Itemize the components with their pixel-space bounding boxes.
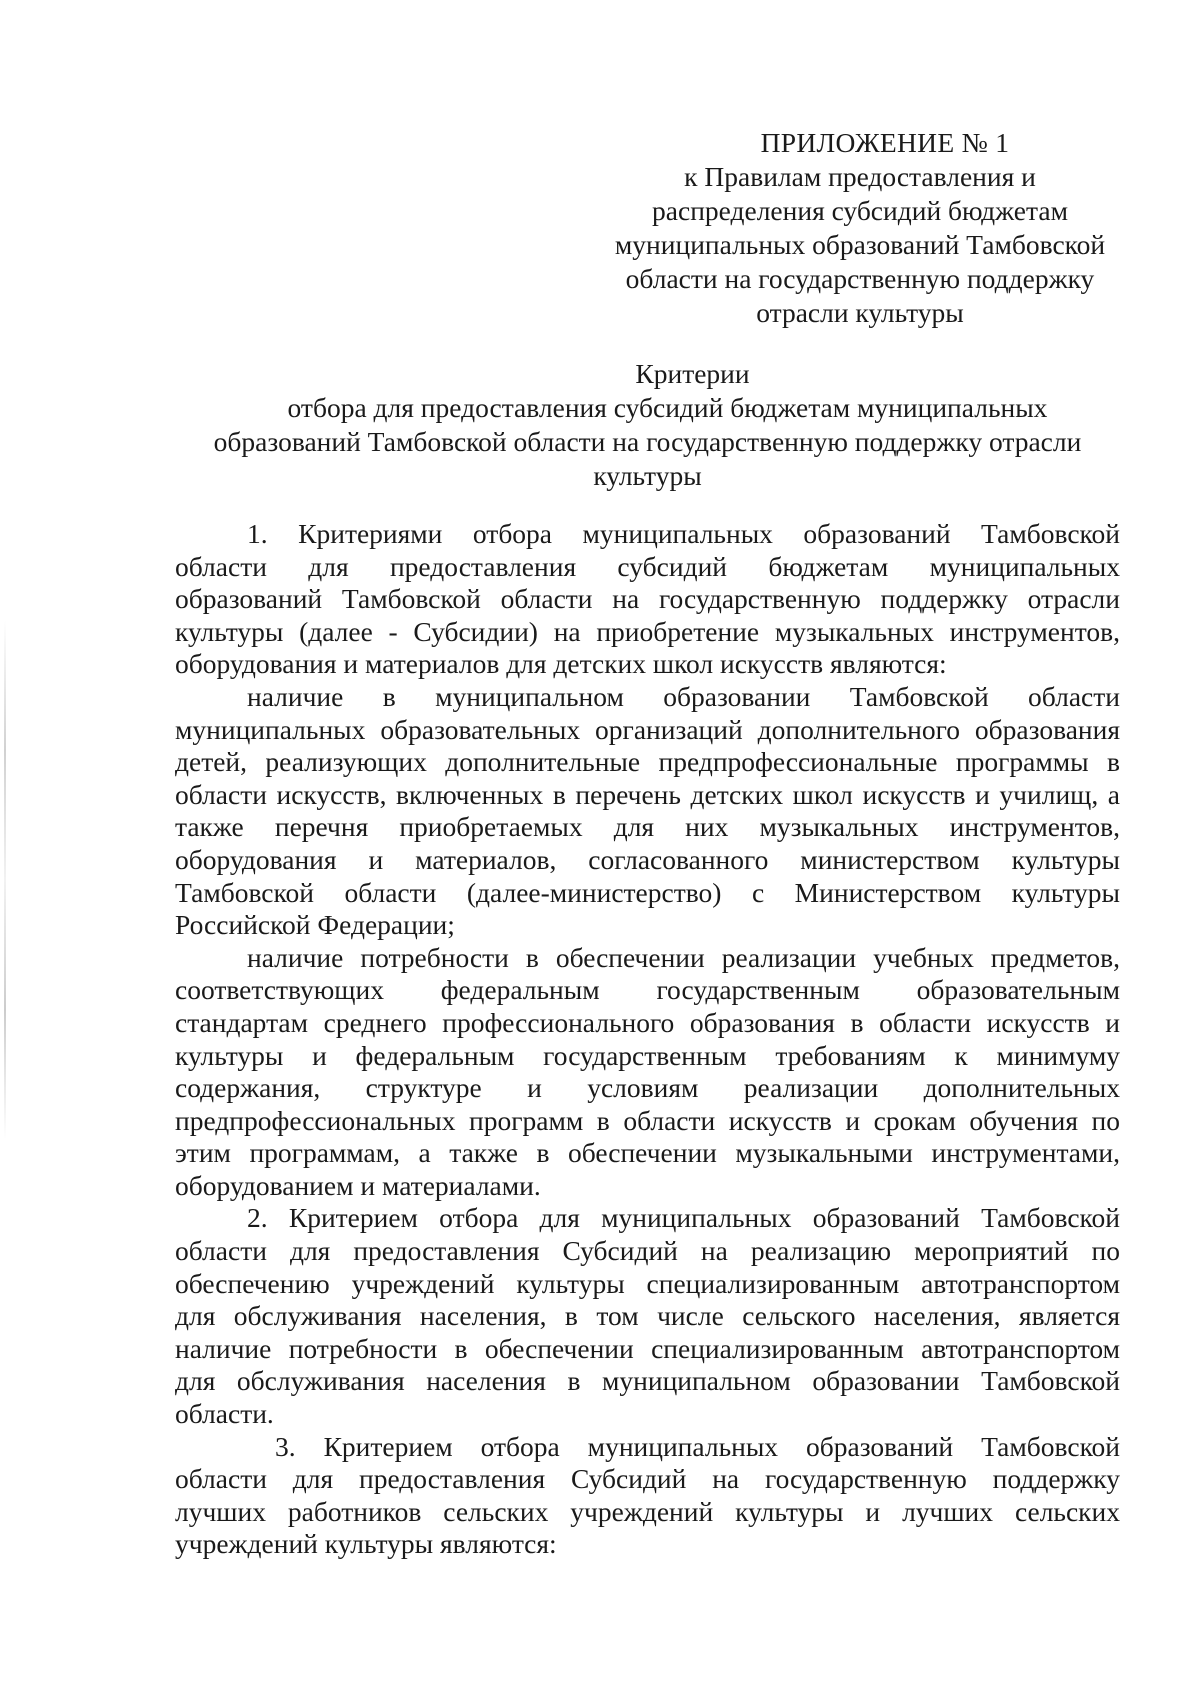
text-line: наличие в муниципальном образовании Тамбовской области xyxy=(247,680,1120,712)
appendix-line: отрасли культуры xyxy=(756,297,964,328)
text-line: Российской Федерации; xyxy=(175,909,455,941)
text-line: также перечня приобретаемых для них музыкальных инструментов, xyxy=(175,811,1120,843)
appendix-line: к Правилам предоставления и xyxy=(684,161,1036,192)
title-line: образований Тамбовской области на государственную поддержку отрасли xyxy=(213,426,1082,457)
text-line: области. xyxy=(175,1398,274,1430)
text-line: образований Тамбовской области на государственную поддержку отрасли xyxy=(175,583,1120,615)
text-line: предпрофессиональных программ в области искусств и срокам обучения по xyxy=(175,1104,1120,1136)
text-line: этим программам, а также в обеспечении музыкальными инструментами, xyxy=(175,1137,1120,1169)
text-line: стандартам среднего профессионального образования в области искусств и xyxy=(175,1006,1120,1038)
text-line: муниципальных образовательных организаций дополнительного образования xyxy=(175,713,1120,745)
text-line: соответствующих федеральным государственным образовательным xyxy=(175,974,1120,1006)
text-line: 3. Критерием отбора муниципальных образований Тамбовской xyxy=(275,1430,1120,1462)
title-heading: Критерии xyxy=(635,358,750,389)
text-line: 1. Критериями отбора муниципальных образований Тамбовской xyxy=(247,518,1120,549)
paragraph-1b xyxy=(175,942,1120,1203)
text-line: области для предоставления Субсидий на реализацию мероприятий по xyxy=(175,1235,1120,1267)
appendix-line: распределения субсидий бюджетам xyxy=(652,195,1068,226)
appendix-line: области на государственную поддержку xyxy=(625,263,1095,294)
paragraph-3 xyxy=(175,1431,1120,1561)
text-line: области искусств, включенных в перечень детских школ искусств и училищ, а xyxy=(175,778,1120,810)
text-line: области для предоставления Субсидий на государственную поддержку xyxy=(175,1463,1120,1495)
text-line: обеспечению учреждений культуры специализированным автотранспортом xyxy=(175,1267,1120,1299)
text-line: 2. Критерием отбора для муниципальных образований Тамбовской xyxy=(247,1202,1120,1234)
text-line: культуры (далее - Субсидии) на приобретение музыкальных инструментов, xyxy=(175,615,1120,647)
appendix-line: муниципальных образований Тамбовской xyxy=(614,229,1106,260)
document-body xyxy=(175,518,1120,1561)
text-line: наличие потребности в обеспечении реализации учебных предметов, xyxy=(247,941,1120,973)
text-line: оборудования и материалов для детских школ искусств являются: xyxy=(175,648,947,680)
appendix-number: ПРИЛОЖЕНИЕ № 1 xyxy=(760,127,1010,158)
text-line: оборудования и материалов, согласованного министерством культуры xyxy=(175,843,1120,875)
appendix-header xyxy=(600,126,1120,330)
paragraph-2 xyxy=(175,1202,1120,1430)
text-line: лучших работников сельских учреждений культуры и лучших сельских xyxy=(175,1495,1120,1527)
scan-edge-shadow xyxy=(4,620,6,1140)
text-line: области для предоставления субсидий бюджетам муниципальных xyxy=(175,550,1120,582)
text-line: учреждений культуры являются: xyxy=(175,1528,557,1560)
paragraph-1 xyxy=(175,518,1120,681)
text-line: культуры и федеральным государственным требованиям к минимуму xyxy=(175,1039,1120,1071)
text-line: наличие потребности в обеспечении специализированным автотранспортом xyxy=(175,1332,1120,1364)
text-line: детей, реализующих дополнительные предпрофессиональные программы в xyxy=(175,746,1120,778)
title-line: культуры xyxy=(593,460,702,491)
text-line: Тамбовской области (далее-министерство) с Министерством культуры xyxy=(175,876,1120,908)
text-line: оборудованием и материалами. xyxy=(175,1169,541,1201)
text-line: для обслуживания населения в муниципальном образовании Тамбовской xyxy=(175,1365,1120,1397)
text-line: для обслуживания населения, в том числе сельского населения, является xyxy=(175,1300,1120,1332)
paragraph-1a xyxy=(175,681,1120,942)
title-line: отбора для предоставления субсидий бюджетам муниципальных xyxy=(287,392,1048,423)
document-title xyxy=(175,357,1120,493)
text-line: содержания, структуре и условиям реализации дополнительных xyxy=(175,1072,1120,1104)
